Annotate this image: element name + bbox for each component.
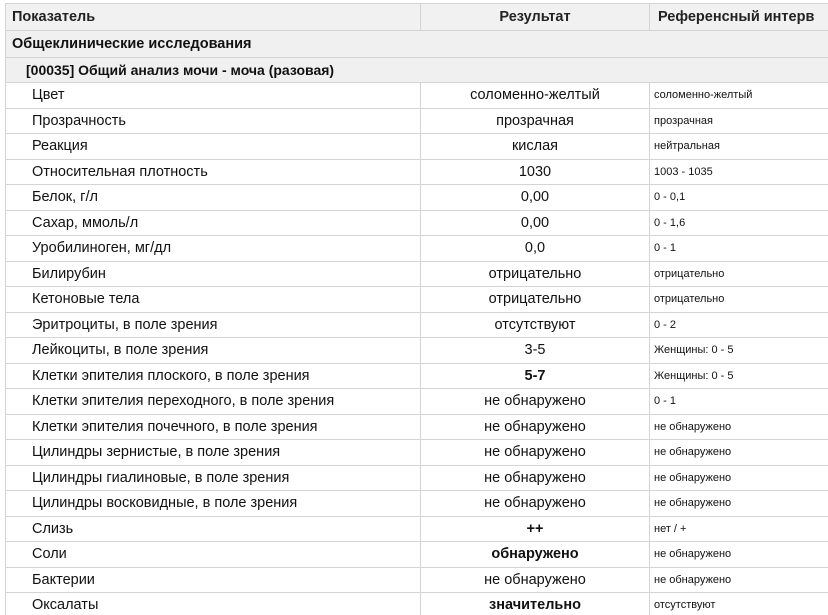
table-row bbox=[6, 185, 828, 211]
row-result-value: соломенно-желтый bbox=[421, 83, 650, 109]
row-result-value: отрицательно bbox=[421, 287, 650, 313]
table-row bbox=[6, 159, 828, 185]
row-reference-range: не обнаружено bbox=[650, 414, 828, 440]
row-reference-range: 0 - 2 bbox=[650, 312, 828, 338]
row-result-value: отрицательно bbox=[421, 261, 650, 287]
row-result-value: 5-7 bbox=[421, 363, 650, 389]
section-title: Общеклинические исследования bbox=[6, 31, 828, 58]
table-header-row bbox=[6, 4, 828, 31]
row-indicator-name: Клетки эпителия переходного, в поле зрения bbox=[6, 389, 421, 415]
row-indicator-name: Кетоновые тела bbox=[6, 287, 421, 313]
section-row bbox=[6, 31, 828, 58]
row-indicator-name: Слизь bbox=[6, 516, 421, 542]
row-reference-range: отсутствуют bbox=[650, 593, 828, 615]
table-row bbox=[6, 83, 828, 109]
table-row bbox=[6, 465, 828, 491]
row-indicator-name: Клетки эпителия почечного, в поле зрения bbox=[6, 414, 421, 440]
subsection-title: [00035] Общий анализ мочи - моча (разовая) bbox=[6, 58, 828, 83]
row-reference-range: 0 - 1 bbox=[650, 389, 828, 415]
row-reference-range: 1003 - 1035 bbox=[650, 159, 828, 185]
row-indicator-name: Билирубин bbox=[6, 261, 421, 287]
row-indicator-name: Прозрачность bbox=[6, 108, 421, 134]
row-indicator-name: Цилиндры зернистые, в поле зрения bbox=[6, 440, 421, 466]
row-result-value: не обнаружено bbox=[421, 440, 650, 466]
row-reference-range: 0 - 1,6 bbox=[650, 210, 828, 236]
row-indicator-name: Бактерии bbox=[6, 567, 421, 593]
row-result-value: кислая bbox=[421, 134, 650, 160]
row-reference-range: 0 - 0,1 bbox=[650, 185, 828, 211]
row-indicator-name: Сахар, ммоль/л bbox=[6, 210, 421, 236]
table-row bbox=[6, 542, 828, 568]
table-row bbox=[6, 389, 828, 415]
row-result-value: 1030 bbox=[421, 159, 650, 185]
header-reference[interactable]: Референсный интерв bbox=[650, 4, 828, 31]
table-row bbox=[6, 210, 828, 236]
header-result[interactable]: Результат bbox=[421, 4, 650, 31]
results-table bbox=[5, 3, 828, 615]
table-row bbox=[6, 414, 828, 440]
row-reference-range: Женщины: 0 - 5 bbox=[650, 363, 828, 389]
row-reference-range: нейтральная bbox=[650, 134, 828, 160]
row-result-value: не обнаружено bbox=[421, 465, 650, 491]
row-reference-range: не обнаружено bbox=[650, 567, 828, 593]
table-row bbox=[6, 134, 828, 160]
row-result-value: прозрачная bbox=[421, 108, 650, 134]
row-indicator-name: Цвет bbox=[6, 83, 421, 109]
row-result-value: отсутствуют bbox=[421, 312, 650, 338]
table-row bbox=[6, 287, 828, 313]
table-row bbox=[6, 516, 828, 542]
row-result-value: 0,00 bbox=[421, 185, 650, 211]
subsection-row bbox=[6, 58, 828, 83]
row-result-value: не обнаружено bbox=[421, 389, 650, 415]
table-row bbox=[6, 491, 828, 517]
table-row bbox=[6, 236, 828, 262]
row-indicator-name: Эритроциты, в поле зрения bbox=[6, 312, 421, 338]
table-row bbox=[6, 440, 828, 466]
row-result-value: 3-5 bbox=[421, 338, 650, 364]
row-result-value: не обнаружено bbox=[421, 567, 650, 593]
row-indicator-name: Уробилиноген, мг/дл bbox=[6, 236, 421, 262]
table-row bbox=[6, 567, 828, 593]
table-row bbox=[6, 108, 828, 134]
row-reference-range: не обнаружено bbox=[650, 491, 828, 517]
table-row bbox=[6, 363, 828, 389]
header-indicator[interactable]: Показатель bbox=[6, 4, 421, 31]
row-indicator-name: Реакция bbox=[6, 134, 421, 160]
row-reference-range: 0 - 1 bbox=[650, 236, 828, 262]
row-result-value: 0,00 bbox=[421, 210, 650, 236]
row-result-value: значительно bbox=[421, 593, 650, 615]
row-indicator-name: Белок, г/л bbox=[6, 185, 421, 211]
row-reference-range: соломенно-желтый bbox=[650, 83, 828, 109]
table-body bbox=[6, 31, 828, 615]
row-indicator-name: Клетки эпителия плоского, в поле зрения bbox=[6, 363, 421, 389]
row-indicator-name: Оксалаты bbox=[6, 593, 421, 615]
table-row bbox=[6, 261, 828, 287]
row-reference-range: не обнаружено bbox=[650, 440, 828, 466]
row-result-value: ++ bbox=[421, 516, 650, 542]
row-indicator-name: Лейкоциты, в поле зрения bbox=[6, 338, 421, 364]
table-row bbox=[6, 312, 828, 338]
table-row bbox=[6, 593, 828, 615]
row-result-value: не обнаружено bbox=[421, 414, 650, 440]
row-reference-range: отрицательно bbox=[650, 287, 828, 313]
row-result-value: не обнаружено bbox=[421, 491, 650, 517]
row-indicator-name: Цилиндры восковидные, в поле зрения bbox=[6, 491, 421, 517]
row-reference-range: не обнаружено bbox=[650, 542, 828, 568]
row-result-value: обнаружено bbox=[421, 542, 650, 568]
row-indicator-name: Относительная плотность bbox=[6, 159, 421, 185]
row-indicator-name: Цилиндры гиалиновые, в поле зрения bbox=[6, 465, 421, 491]
row-reference-range: нет / + bbox=[650, 516, 828, 542]
row-reference-range: не обнаружено bbox=[650, 465, 828, 491]
row-result-value: 0,0 bbox=[421, 236, 650, 262]
row-reference-range: прозрачная bbox=[650, 108, 828, 134]
row-reference-range: отрицательно bbox=[650, 261, 828, 287]
row-indicator-name: Соли bbox=[6, 542, 421, 568]
row-reference-range: Женщины: 0 - 5 bbox=[650, 338, 828, 364]
table-row bbox=[6, 338, 828, 364]
